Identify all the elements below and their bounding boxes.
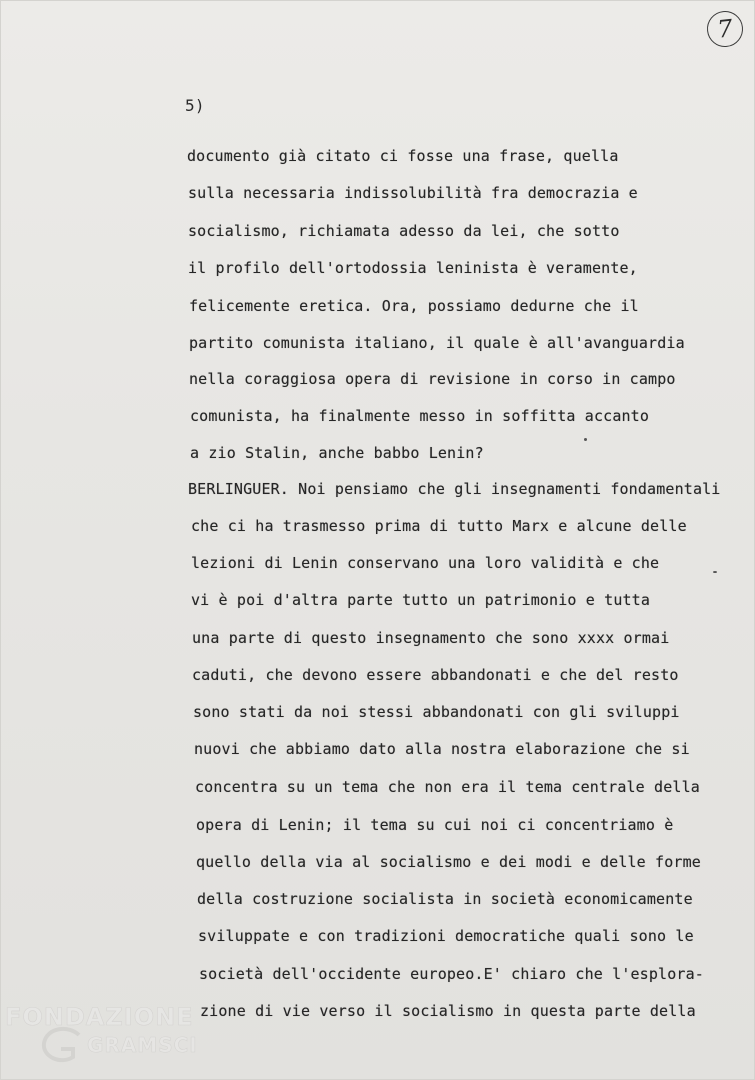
archive-watermark — [5, 995, 205, 1065]
text-line: felicemente eretica. Ora, possiamo dedurne che il — [189, 297, 639, 315]
watermark-line-2: GRAMSCI — [87, 1033, 198, 1057]
ink-speck — [713, 571, 717, 573]
text-line: una parte di questo insegnamento che sono xxxx ormai — [192, 629, 670, 647]
text-line: zione di vie verso il socialismo in questa parte della — [200, 1002, 696, 1020]
text-line: che ci ha trasmesso prima di tutto Marx e alcune delle — [191, 517, 687, 535]
text-line: documento già citato ci fosse una frase, quella — [187, 147, 619, 165]
text-line: comunista, ha finalmente messo in soffitta accanto — [190, 407, 650, 425]
text-line: socialismo, richiamata adesso da lei, che sotto — [188, 222, 620, 240]
text-line: sulla necessaria indissolubilità fra democrazia e — [188, 184, 638, 202]
text-line: sono stati da noi stessi abbandonati con gli sviluppi — [193, 703, 680, 721]
page-number-circle: 7 — [705, 9, 745, 49]
text-line: nella coraggiosa opera di revisione in corso in campo — [189, 370, 676, 388]
text-line: quello della via al socialismo e dei modi e delle forme — [196, 853, 701, 871]
watermark-logo-icon — [39, 1025, 85, 1065]
text-line: il profilo dell'ortodossia leninista è veramente, — [188, 259, 638, 277]
text-line: caduti, che devono essere abbandonati e che del resto — [192, 666, 679, 684]
text-line: opera di Lenin; il tema su cui noi ci concentriamo è — [196, 816, 674, 834]
text-line: lezioni di Lenin conservano una loro validità e che — [191, 554, 660, 572]
text-line: nuovi che abbiamo dato alla nostra elaborazione che si — [194, 740, 690, 758]
text-line: vi è poi d'altra parte tutto un patrimonio e tutta — [191, 591, 651, 609]
text-line: BERLINGUER. Noi pensiamo che gli insegnamenti fondamentali — [188, 480, 721, 498]
text-line: della costruzione socialista in società economicamente — [197, 890, 693, 908]
watermark-line-1: FONDAZIONE — [5, 1003, 194, 1031]
text-line: partito comunista italiano, il quale è all'avanguardia — [189, 334, 685, 352]
text-line: sviluppate e con tradizioni democratiche quali sono le — [198, 927, 694, 945]
section-marker: 5) — [185, 96, 205, 115]
text-line: società dell'occidente europeo.E' chiaro che l'esplora- — [199, 965, 704, 983]
text-line: a zio Stalin, anche babbo Lenin? — [190, 444, 484, 462]
ink-speck — [584, 438, 587, 441]
text-line: concentra su un tema che non era il tema centrale della — [195, 778, 700, 796]
